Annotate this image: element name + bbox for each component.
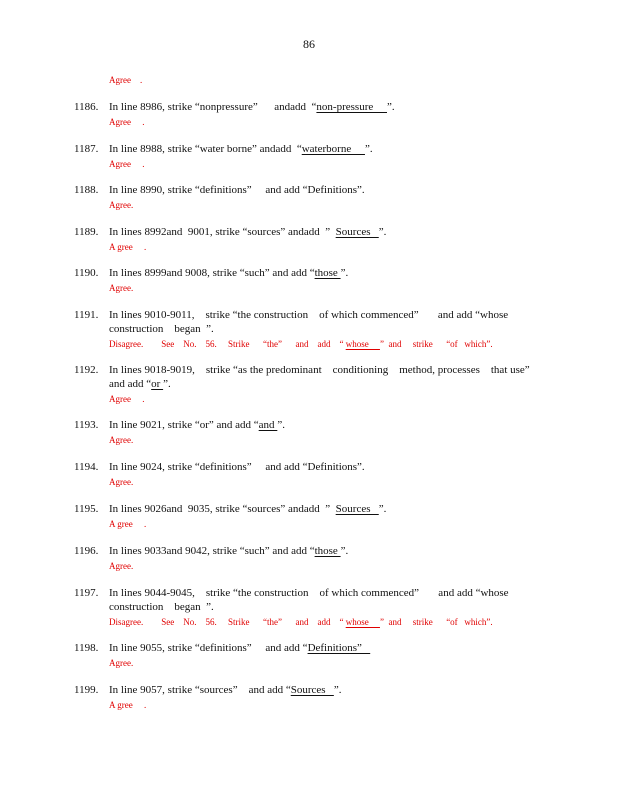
- item-number: 1191.: [74, 309, 99, 321]
- item-response: Agree .: [109, 394, 145, 404]
- item-number: 1192.: [74, 364, 99, 376]
- item-number: 1198.: [74, 642, 99, 654]
- item-text: In line 8990, strike “definitions” and add “Definitions”.: [109, 184, 365, 196]
- item-response: Agree.: [109, 435, 134, 445]
- item-text-cont: construction began ”.: [109, 601, 214, 613]
- item-text: In line 9024, strike “definitions” and add “Definitions”.: [109, 461, 365, 473]
- item-response: Agree.: [109, 200, 134, 210]
- item-text-cont: and add “or ”.: [109, 378, 171, 390]
- item-text-cont: construction began ”.: [109, 323, 214, 335]
- item-text: In lines 8992and 9001, strike “sources” andadd ” Sources ”.: [109, 226, 387, 238]
- item-number: 1197.: [74, 587, 99, 599]
- item-text: In lines 9018-9019, strike “as the predominant conditioning method, processes that use”: [109, 364, 530, 376]
- item-response: Agree.: [109, 561, 134, 571]
- item-text: In line 8986, strike “nonpressure” andadd “non-pressure ”.: [109, 101, 395, 113]
- top-response: Agree .: [109, 75, 143, 85]
- item-text: In lines 9044-9045, strike “the construction of which commenced” and add “whose: [109, 587, 509, 599]
- item-text: In line 9021, strike “or” and add “and ”.: [109, 419, 285, 431]
- item-text: In line 8988, strike “water borne” andadd “waterborne ”.: [109, 143, 373, 155]
- item-response: Agree .: [109, 117, 145, 127]
- item-response: Disagree. See No. 56. Strike “the” and add “ whose ” and strike “of which”.: [109, 617, 493, 627]
- item-number: 1193.: [74, 419, 99, 431]
- item-response: A gree .: [109, 700, 147, 710]
- item-response: Disagree. See No. 56. Strike “the” and add “ whose ” and strike “of which”.: [109, 339, 493, 349]
- page-number: 86: [303, 37, 315, 51]
- item-number: 1186.: [74, 101, 99, 113]
- item-text: In line 9057, strike “sources” and add “Sources ”.: [109, 684, 342, 696]
- item-text: In lines 9033and 9042, strike “such” and add “those ”.: [109, 545, 349, 557]
- item-text: In lines 8999and 9008, strike “such” and add “those ”.: [109, 267, 349, 279]
- item-text: In lines 9026and 9035, strike “sources” andadd ” Sources ”.: [109, 503, 387, 515]
- item-number: 1195.: [74, 503, 99, 515]
- item-text: In line 9055, strike “definitions” and add “Definitions”: [109, 642, 371, 654]
- item-response: Agree.: [109, 283, 134, 293]
- item-response: Agree.: [109, 658, 134, 668]
- item-number: 1194.: [74, 461, 99, 473]
- item-response: A gree .: [109, 519, 147, 529]
- item-text: In lines 9010-9011, strike “the construction of which commenced” and add “whose: [109, 309, 509, 321]
- item-number: 1190.: [74, 267, 99, 279]
- item-number: 1196.: [74, 545, 99, 557]
- item-number: 1189.: [74, 226, 99, 238]
- item-number: 1199.: [74, 684, 99, 696]
- item-response: Agree.: [109, 477, 134, 487]
- item-response: Agree .: [109, 159, 145, 169]
- item-response: A gree .: [109, 242, 147, 252]
- item-number: 1187.: [74, 143, 99, 155]
- item-number: 1188.: [74, 184, 99, 196]
